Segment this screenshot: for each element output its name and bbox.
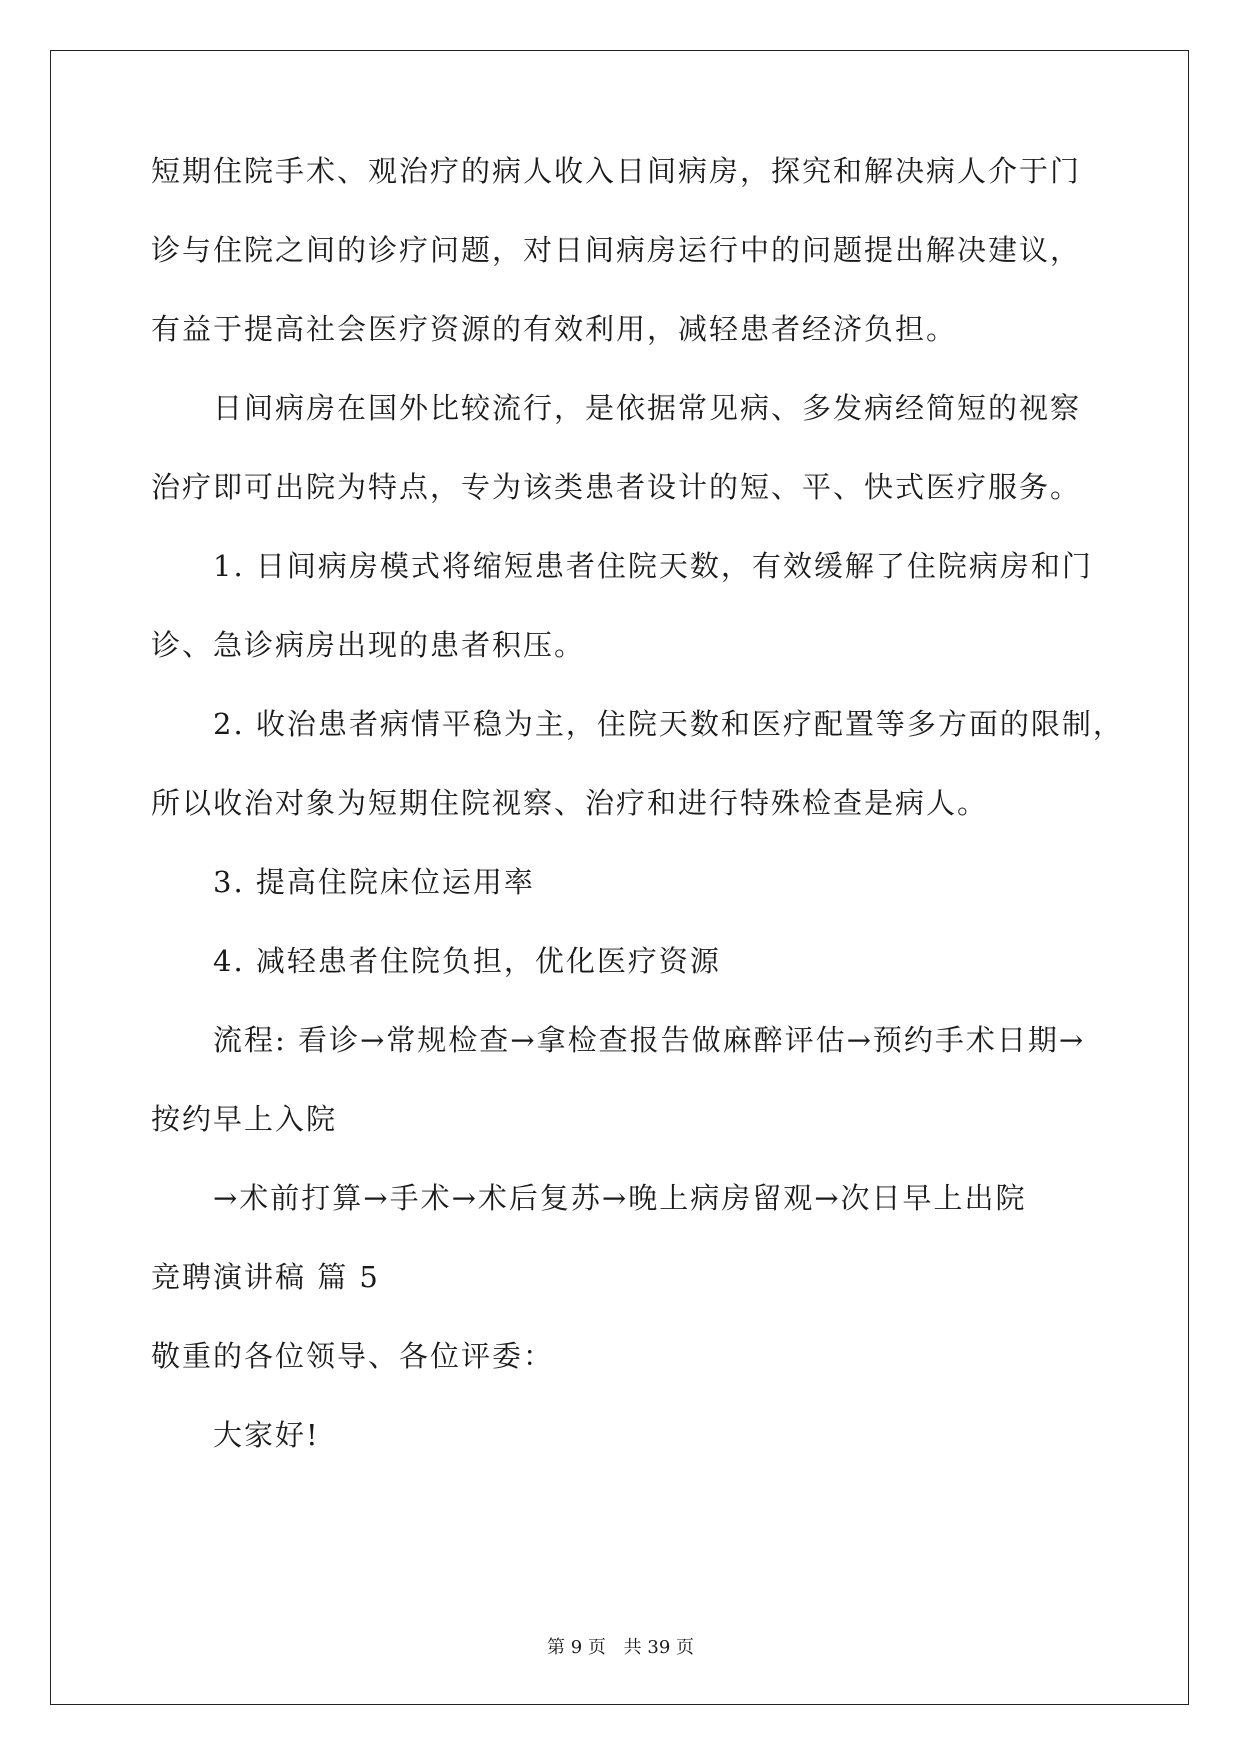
list-item-2: 2. 收治患者病情平稳为主，住院天数和医疗配置等多方面的限制， <box>213 707 1124 741</box>
greeting: 大家好! <box>213 1418 320 1452</box>
paragraph-line: 所以收治对象为短期住院视察、治疗和进行特殊检查是病人。 <box>151 786 989 820</box>
paragraph-line: 有益于提高社会医疗资源的有效利用，减轻患者经济负担。 <box>151 312 958 346</box>
page-total: 共 39 页 <box>623 1637 694 1658</box>
page-number: 第 9 页 <box>547 1637 606 1658</box>
paragraph-line: 诊与住院之间的诊疗问题，对日间病房运行中的问题提出解决建议， <box>151 233 1082 267</box>
section-title: 竞聘演讲稿 篇 5 <box>151 1260 380 1294</box>
process-line: 流程: 看诊→常规检查→拿检查报告做麻醉评估→预约手术日期→ <box>213 1023 1086 1057</box>
paragraph-line: 治疗即可出院为特点，专为该类患者设计的短、平、快式医疗服务。 <box>151 470 1082 504</box>
paragraph-line: 诊、急诊病房出现的患者积压。 <box>151 628 586 662</box>
paragraph-line: 日间病房在国外比较流行，是依据常见病、多发病经简短的视察 <box>213 391 1082 425</box>
page-footer <box>0 1633 1241 1659</box>
process-line: 按约早上入院 <box>151 1102 338 1136</box>
process-line: →术前打算→手术→术后复苏→晚上病房留观→次日早上出院 <box>213 1181 1027 1215</box>
list-item-4: 4. 减轻患者住院负担，优化医疗资源 <box>213 944 721 978</box>
list-item-3: 3. 提高住院床位运用率 <box>213 865 535 899</box>
salutation: 敬重的各位领导、各位评委： <box>151 1339 555 1373</box>
paragraph-line: 短期住院手术、观治疗的病人收入日间病房，探究和解决病人介于门 <box>151 154 1082 188</box>
list-item-1: 1. 日间病房模式将缩短患者住院天数，有效缓解了住院病房和门 <box>213 549 1093 583</box>
